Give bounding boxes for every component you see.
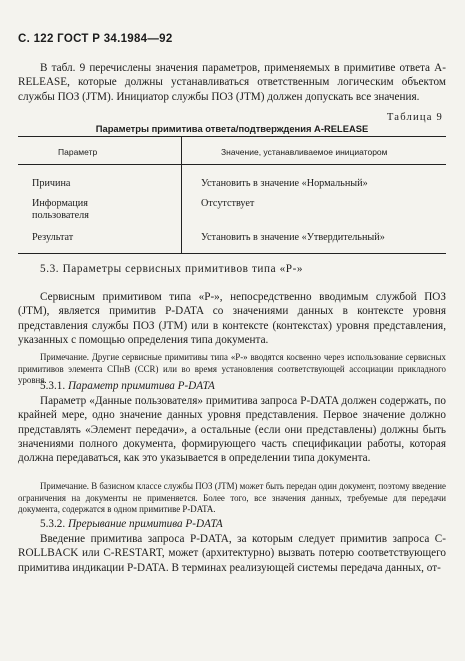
table-caption: Таблица 9 — [386, 112, 443, 123]
section-5-3-2-number: 5.3.2. — [40, 518, 66, 530]
note-2: Примечание. В базисном классе службы ПОЗ (JTM) может быть передан один документ, поэтому введение ограничения на документы не применяется. Более того, все значения данных, требуемые для передачи документа, содержатся в одном примитиве P-DATA. — [18, 481, 446, 515]
section-5-3-2-heading — [40, 518, 223, 530]
table-row-param: Информация пользователя — [32, 198, 89, 221]
section-5-3-2-title: Прерывание примитива P-DATA — [67, 518, 223, 530]
section-5-3-1-number: 5.3.1. — [40, 380, 66, 392]
table-title: Параметры примитива ответа/подтверждения A-RELEASE — [95, 123, 369, 134]
section-5-3-1-heading — [40, 380, 215, 392]
section-5-3-1-text: Параметр «Данные пользователя» примитива запроса P-DATA должен содержать, по крайней мере, одно значение данных уровня представления. Первое значение должно представлять «Элемент передачи», а остальные (если они представлены) должны быть значениями полного документа, формирующего часть спецификации работы, которая должна передаваться, как это указывается в определении типа документа. — [18, 395, 446, 465]
table-row-value: Отсутствует — [201, 198, 255, 209]
parameters-table — [18, 136, 446, 254]
section-5-3-1-title: Параметр примитива P-DATA — [67, 380, 215, 392]
section-5-3-2-text: Введение примитива запроса P-DATA, за которым следует примитив запроса C-ROLLBACK или C-RESTART, может (архитектурно) вызвать потерю соответствующего примитива индикации P-DATA. В терминах реализующей системы передача данных, от- — [18, 533, 446, 574]
table-bottom-rule — [18, 253, 446, 254]
page-header: С. 122 ГОСТ Р 34.1984—92 — [18, 33, 173, 45]
table-row-param: Причина — [32, 178, 71, 189]
table-header-param: Параметр — [58, 147, 98, 157]
table-row-value: Установить в значение «Утвердительный» — [201, 232, 385, 243]
section-5-3-text: Сервисным примитивом типа «Р-», непосредственно вводимым службой ПОЗ (JTM), является примитив P-DATA со значениями данных в контексте уровня представления службы ПОЗ (JTM) или в контексте (контекстах) уровня представления, указанных с помощью определения типа документа. — [18, 291, 446, 346]
intro-paragraph: В табл. 9 перечислены значения параметров, применяемых в примитиве ответа A-RELEASE, которые должны устанавливаться ответственным логическим объектом службы ПОЗ (JTM). Инициатор службы ПОЗ (JTM) должен допускать все значения. — [18, 62, 446, 103]
note-1: Примечание. Другие сервисные примитивы типа «Р-» вводятся косвенно через использование сервисных примитивов элемента СПнВ (CCR) или во время установления соответствующей ассоциации прикладного уровня. — [18, 352, 446, 386]
table-top-rule — [18, 136, 446, 137]
table-row-param: Результат — [32, 232, 74, 243]
table-column-divider — [181, 136, 182, 254]
table-row-value: Установить в значение «Нормальный» — [201, 178, 368, 189]
table-header-rule — [18, 164, 446, 165]
section-5-3-title: 5.3. Параметры сервисных примитивов типа «Р-» — [40, 263, 304, 275]
table-header-value: Значение, устанавливаемое инициатором — [221, 147, 388, 157]
